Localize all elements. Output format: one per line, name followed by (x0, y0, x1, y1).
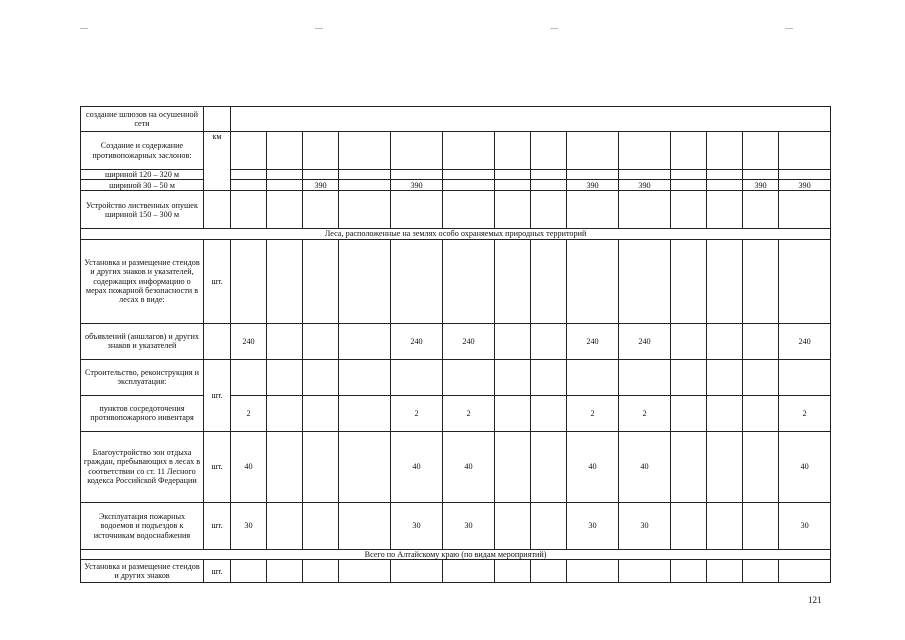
page-number: 121 (808, 595, 822, 605)
unit-cell-km: км (204, 132, 231, 191)
forest-fire-measures-table (80, 106, 831, 583)
table-row (81, 170, 831, 180)
unit-cell: шт. (204, 239, 231, 323)
unit-cell: шт. (204, 502, 231, 549)
row-label-firebreak: Создание и содержание противопожарных заслонов: (81, 132, 204, 170)
table-row (81, 107, 831, 132)
row-label-construction: Строительство, реконструкция и эксплуатация: (81, 359, 204, 395)
table-row (81, 395, 831, 431)
value-cell: 30 (567, 502, 619, 549)
value-cell: 2 (391, 395, 443, 431)
scan-top-marks (80, 28, 810, 36)
table-row (81, 359, 831, 395)
value-cell: 240 (391, 323, 443, 359)
row-label-deciduous: Устройство лиственных опушек шириной 150 – 300 м (81, 191, 204, 229)
value-cell: 40 (231, 431, 267, 502)
value-cell: 240 (443, 323, 495, 359)
unit-cell (204, 107, 231, 132)
row-label-width-30: шириной 30 – 50 м (81, 180, 204, 191)
value-cell: 30 (231, 502, 267, 549)
table-row (81, 323, 831, 359)
value-cell: 2 (619, 395, 671, 431)
value-cell: 2 (231, 395, 267, 431)
value-cell: 240 (567, 323, 619, 359)
table-row (81, 502, 831, 549)
value-cell: 390 (303, 180, 339, 191)
unit-cell: шт. (204, 431, 231, 502)
value-cell: 2 (443, 395, 495, 431)
row-label-stands: Установка и размещение стендов и других знаков и указателей, содержащих информацию о мерах пожарной безопасности в лесах в виде: (81, 239, 204, 323)
value-cell: 240 (231, 323, 267, 359)
value-cell: 40 (567, 431, 619, 502)
value-cell: 390 (779, 180, 831, 191)
value-cell: 40 (779, 431, 831, 502)
row-label-rest-zones: Благоустройство зон отдыха граждан, пребывающих в лесах в соответствии со ст. 11 Лесного кодекса Российской Федерации (81, 431, 204, 502)
row-label-reservoirs: Эксплуатация пожарных водоемов и подъездов к источникам водоснабжения (81, 502, 204, 549)
table-row (81, 239, 831, 323)
section-header-total: Всего по Алтайскому краю (по видам мероприятий) (81, 549, 831, 559)
value-cell: 40 (443, 431, 495, 502)
section-header-protected: Леса, расположенные на землях особо охраняемых природных территорий (81, 229, 831, 239)
value-cell: 2 (779, 395, 831, 431)
table-row (81, 431, 831, 502)
row-label-width-120: шириной 120 – 320 м (81, 170, 204, 180)
table-row (81, 180, 831, 191)
value-cell: 30 (619, 502, 671, 549)
row-label-announcements: объявлений (аншлагов) и других знаков и указателей (81, 323, 204, 359)
row-label-stands-total: Установка и размещение стендов и других знаков (81, 560, 204, 583)
value-cell: 390 (619, 180, 671, 191)
row-label-points: пунктов сосредоточения противопожарного инвентаря (81, 395, 204, 431)
value-cell: 240 (779, 323, 831, 359)
value-cell: 390 (391, 180, 443, 191)
unit-cell: шт. (204, 560, 231, 583)
value-cell: 240 (619, 323, 671, 359)
value-cell: 390 (743, 180, 779, 191)
table-row (81, 191, 831, 229)
value-cell: 40 (391, 431, 443, 502)
row-label-sluice: создание шлюзов на осушенной сети (81, 107, 204, 132)
value-cell: 390 (567, 180, 619, 191)
value-cell: 2 (567, 395, 619, 431)
empty-span-cell (231, 107, 831, 132)
table-row (81, 549, 831, 559)
value-cell: 40 (619, 431, 671, 502)
unit-cell: шт. (204, 359, 231, 431)
value-cell: 30 (779, 502, 831, 549)
table-row (81, 229, 831, 239)
table-row (81, 560, 831, 583)
value-cell: 30 (391, 502, 443, 549)
value-cell: 30 (443, 502, 495, 549)
table-row (81, 132, 831, 170)
